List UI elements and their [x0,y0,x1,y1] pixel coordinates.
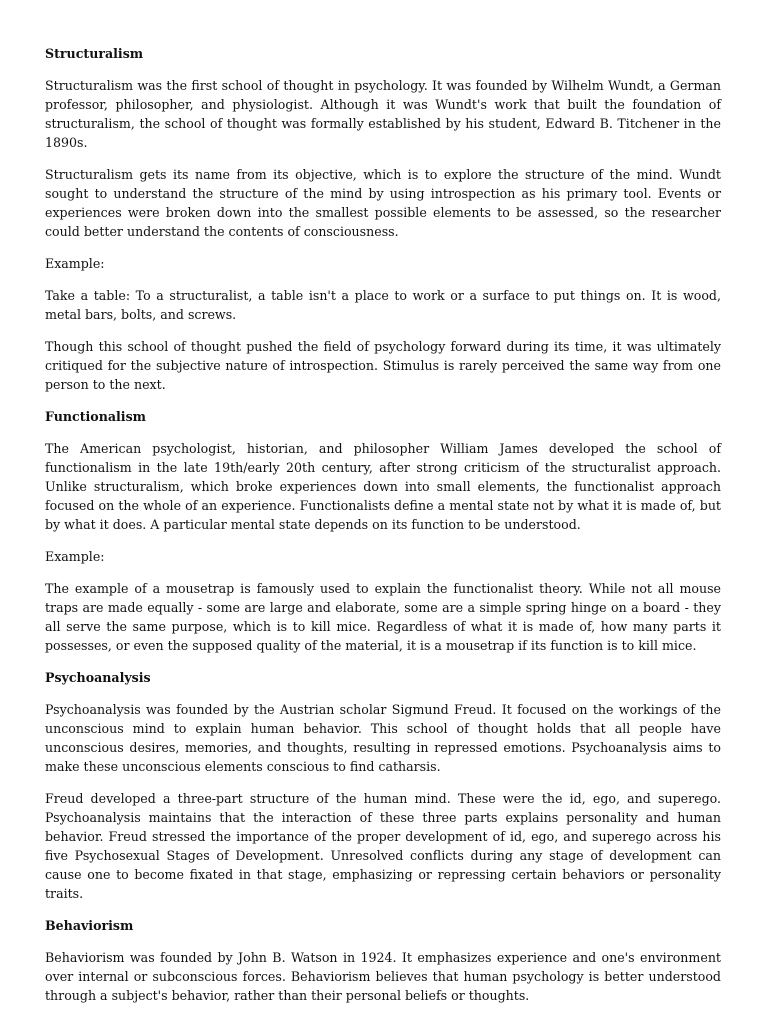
paragraph: Freud developed a three-part structure of the human mind. These were the id, ego, and superego. Psychoanalysis maintains that the interaction of these three parts explains personality and human behavior. Freud stressed the importance of the proper development of id, ego, and superego across his five Psychosexual Stages of Development. Unresolved conflicts during any stage of development can cause one to become fixated in that stage, emphasizing or repressing certain behaviors or personality traits. [45,791,721,901]
section-heading-behaviorism: Behaviorism [45,918,134,933]
paragraph: Take a table: To a structuralist, a table isn't a place to work or a surface to put things on. It is wood, metal bars, bolts, and screws. [45,288,721,322]
paragraph: Though this school of thought pushed the field of psychology forward during its time, it was ultimately critiqued for the subjective nature of introspection. Stimulus is rarely perceived the same way from one person to the next. [45,339,721,392]
section-heading-functionalism: Functionalism [45,409,147,424]
paragraph: Structuralism was the first school of thought in psychology. It was founded by Wilhelm Wundt, a German professor, philosopher, and physiologist. Although it was Wundt's work that built the foundation of structuralism, the school of thought was formally established by his student, Edward B. Titchener in the 1890s. [45,78,721,150]
section-heading-structuralism: Structuralism [45,46,144,61]
section-heading-psychoanalysis: Psychoanalysis [45,670,151,685]
document-page [45,44,721,1018]
paragraph: Example: [45,256,105,271]
paragraph: Structuralism gets its name from its objective, which is to explore the structure of the mind. Wundt sought to understand the structure of the mind by using introspection as his primary tool. Events or experiences were broken down into the smallest possible elements to be assessed, so the researcher could better understand the contents of consciousness. [45,167,721,239]
paragraph: Behaviorism was founded by John B. Watson in 1924. It emphasizes experience and one's environment over internal or subconscious forces. Behaviorism believes that human psychology is better understood through a subject's behavior, rather than their personal beliefs or thoughts. [45,950,721,1003]
paragraph: The example of a mousetrap is famously used to explain the functionalist theory. While not all mouse traps are made equally - some are large and elaborate, some are a simple spring hinge on a board - they all serve the same purpose, which is to kill mice. Regardless of what it is made of, how many parts it possesses, or even the supposed quality of the material, it is a mousetrap if its function is to kill mice. [45,581,721,653]
paragraph: The American psychologist, historian, and philosopher William James developed the school of functionalism in the late 19th/early 20th century, after strong criticism of the structuralist approach. Unlike structuralism, which broke experiences down into small elements, the functionalist approach focused on the whole of an experience. Functionalists define a mental state not by what it is made of, but by what it does. A particular mental state depends on its function to be understood. [45,441,721,532]
paragraph: Psychoanalysis was founded by the Austrian scholar Sigmund Freud. It focused on the workings of the unconscious mind to explain human behavior. This school of thought holds that all people have unconscious desires, memories, and thoughts, resulting in repressed emotions. Psychoanalysis aims to make these unconscious elements conscious to find catharsis. [45,702,721,774]
paragraph: Example: [45,549,105,564]
